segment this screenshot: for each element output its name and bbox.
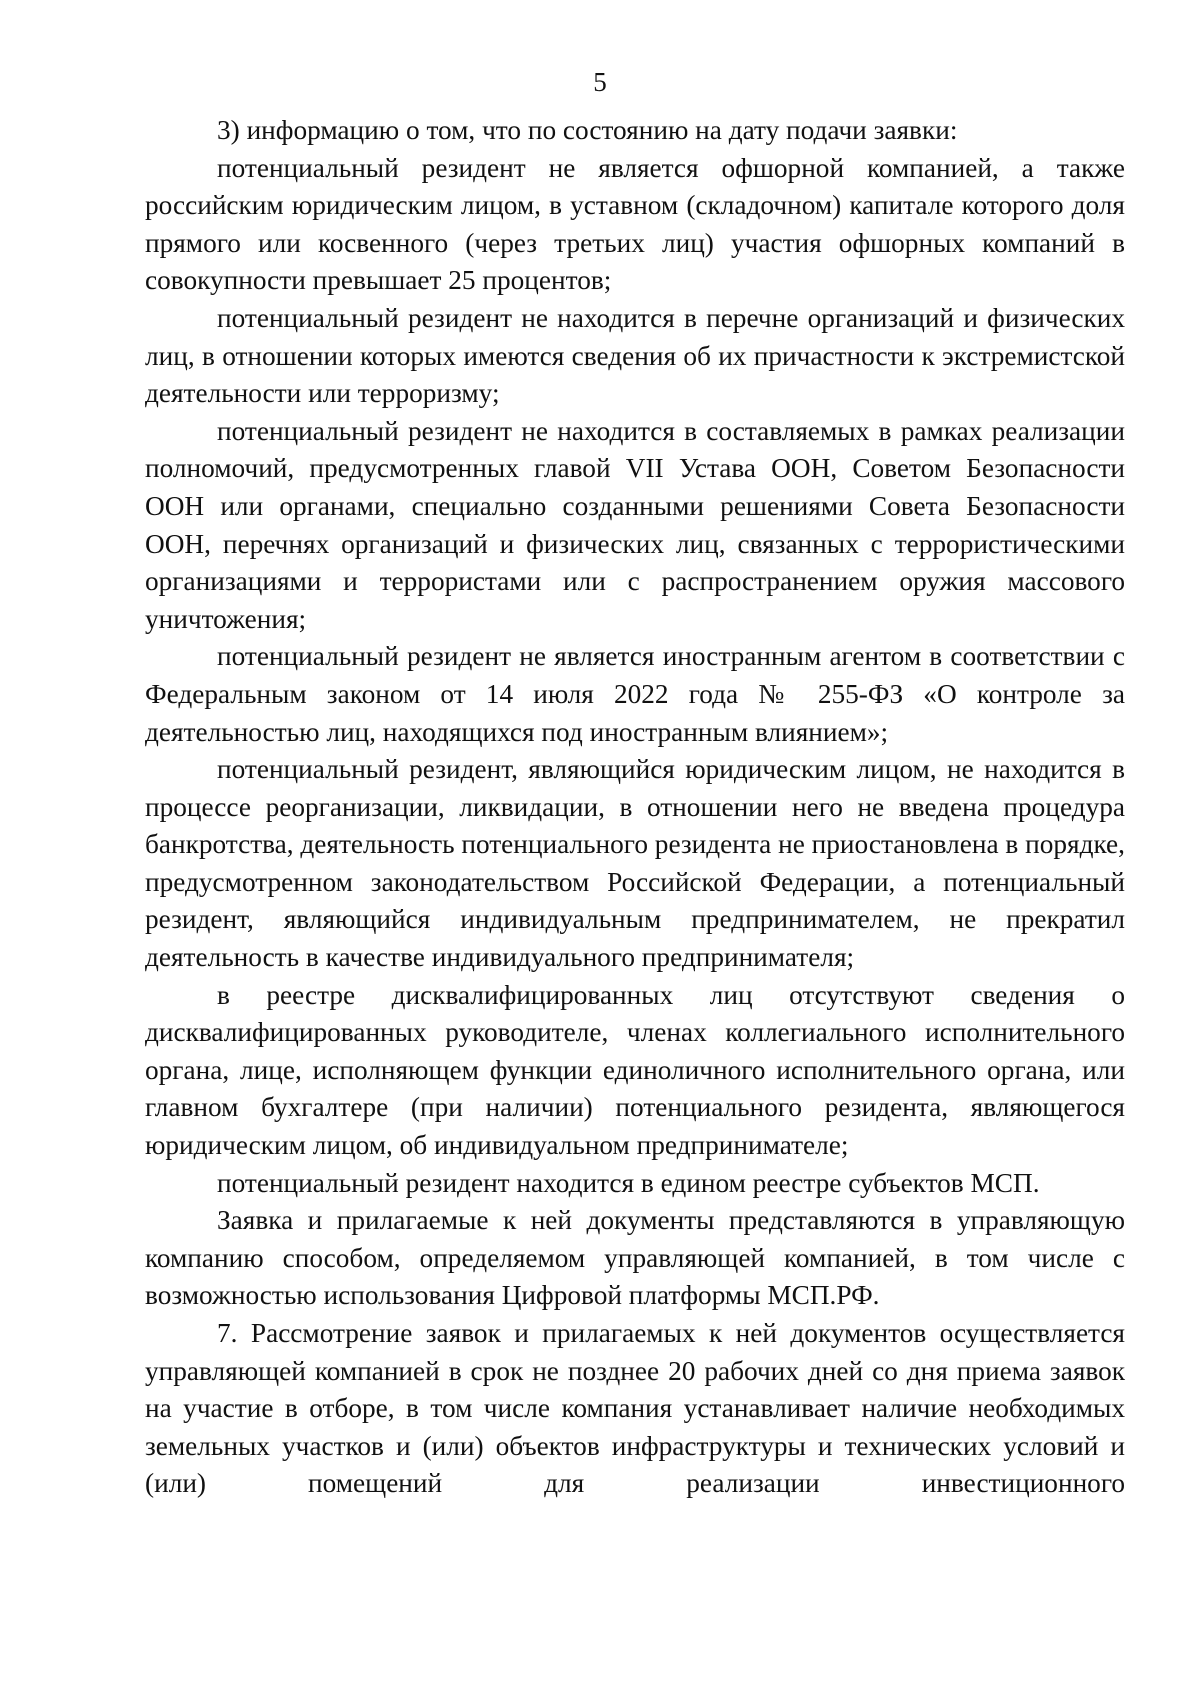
paragraph-foreign-agent: потенциальный резидент не является иностранным агентом в соответствии с Федеральным законом от 14 июля 2022 года № 255-ФЗ «О контроле за деятельностью лиц, находящихся под иностранным влиянием»; xyxy=(145,641,1125,747)
paragraph-application-submission: Заявка и прилагаемые к ней документы представляются в управляющую компанию способом, определяемом управляющей компанией, в том числе с возможностью использования Цифровой платформы МСП.РФ. xyxy=(145,1205,1125,1311)
paragraph-application-review: 7. Рассмотрение заявок и прилагаемых к ней документов осуществляется управляющей компанией в срок не позднее 20 рабочих дней со дня приема заявок на участие в отборе, в том числе компания устанавливает наличие необходимых земельных участков и (или) объектов инфраструктуры и технических условий и (или) помещений для реализации инвестиционного xyxy=(145,1318,1125,1499)
paragraph-extremism-list: потенциальный резидент не находится в перечне организаций и физических лиц, в отношении которых имеются сведения об их причастности к экстремистской деятельности или терроризму; xyxy=(145,302,1125,409)
paragraph-un-lists: потенциальный резидент не находится в составляемых в рамках реализации полномочий, предусмотренных главой VII Устава ООН, Советом Безопасности ООН или органами, специально созданными решениями Совета Безопасности ООН, перечнях организаций и физических лиц, связанных с террористическими организациями и террористами или с распространением оружия массового уничтожения; xyxy=(145,415,1125,634)
paragraph-info-intro: 3) информацию о том, что по состоянию на дату подачи заявки: xyxy=(217,115,958,145)
page-number: 5 xyxy=(593,67,607,97)
document-body xyxy=(145,112,1125,1503)
paragraph-reorganization: потенциальный резидент, являющийся юридическим лицом, не находится в процессе реорганизации, ликвидации, в отношении него не введена процедура банкротства, деятельность потенциального резидента не приостановлена в порядке, предусмотренном законодательством Российской Федерации, а потенциальный резидент, являющийся индивидуальным предпринимателем, не прекратил деятельность в качестве индивидуального предпринимателя; xyxy=(145,754,1125,973)
paragraph-disqualified-registry: в реестре дисквалифицированных лиц отсутствуют сведения о дисквалифицированных руководителе, членах коллегиального исполнительного органа, лице, исполняющем функции единоличного исполнительного органа, или главном бухгалтере (при наличии) потенциального резидента, являющегося юридическим лицом, об индивидуальном предпринимателе; xyxy=(145,979,1125,1161)
paragraph-offshore: потенциальный резидент не является офшорной компанией, а также российским юридическим лицом, в уставном (складочном) капитале которого доля прямого или косвенного (через третьих лиц) участия офшорных компаний в совокупности превышает 25 процентов; xyxy=(145,152,1125,296)
paragraph-msp-registry: потенциальный резидент находится в едином реестре субъектов МСП. xyxy=(217,1167,1040,1198)
